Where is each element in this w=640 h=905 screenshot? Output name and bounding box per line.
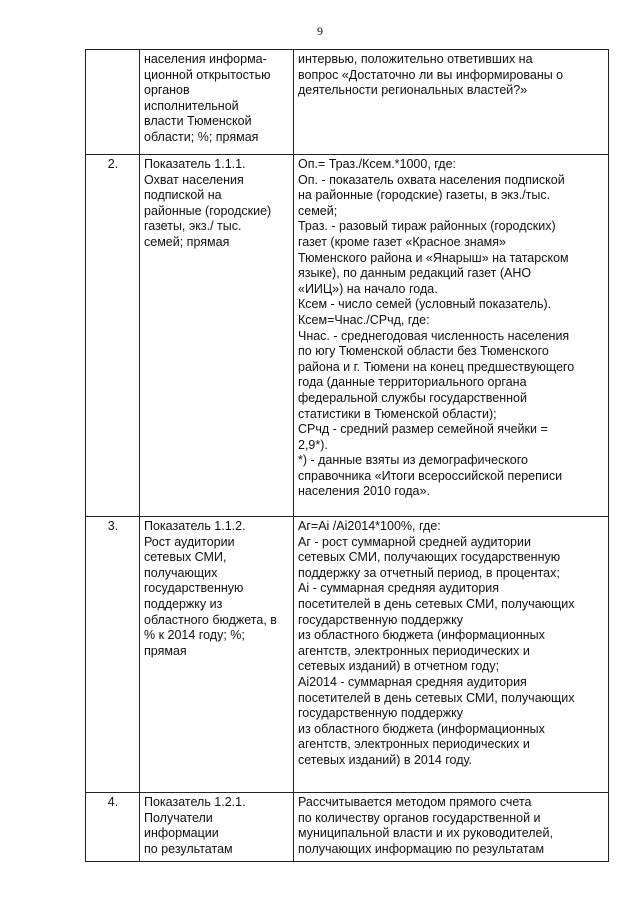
table-row	[86, 155, 609, 517]
page-number: 9	[317, 24, 323, 38]
indicator-name: Показатель 1.2.1. Получатели информации по результатам	[140, 793, 294, 862]
row-number: 2.	[86, 155, 140, 517]
table-row	[86, 517, 609, 793]
indicator-method: Рассчитывается методом прямого счета по количеству органов государственной и муниципальной власти и их руководителей, получающих информацию по результатам	[294, 793, 609, 862]
indicator-method: интервью, положительно ответивших на вопрос «Достаточно ли вы информированы о деятельности региональных властей?»	[294, 50, 609, 155]
indicator-method: Оп.= Траз./Ксем.*1000, где: Оп. - показатель охвата населения подпиской на районные (городские) газеты, в экз./тыс. семей; Траз. - разовый тираж районных (городских) газет (кроме газет «Красное знамя» Тюменского района и «Янарыш» на татарском языке), по данным редакций газет (АНО «ИИЦ») на начало года. Ксем - число семей (условный показатель). Ксем=Чнас./СРчд, где: Чнас. - среднегодовая численность населения по югу Тюменской области без Тюменского района и г. Тюмени на конец предшествующего года (данные территориального органа федеральной службы государственной статистики в Тюменской области); СРчд - средний размер семейной ячейки = 2,9*). *) - данные взяты из демографического справочника «Итоги всероссийской переписи населения 2010 года».	[294, 155, 609, 517]
row-number	[86, 50, 140, 155]
indicator-name: Показатель 1.1.1. Охват населения подпиской на районные (городские) газеты, экз./ тыс. семей; прямая	[140, 155, 294, 517]
indicator-method: Аг=Аi /Ai2014*100%, где: Аг - рост суммарной средней аудитории сетевых СМИ, получающих государственную поддержку за отчетный период, в процентах; Аi - суммарная средняя аудитория посетителей в день сетевых СМИ, получающих государственную поддержку из областного бюджета (информационных агентств, электронных периодических и сетевых изданий) в отчетном году; Аi2014 - суммарная средняя аудитория посетителей в день сетевых СМИ, получающих государственную поддержку из областного бюджета (информационных агентств, электронных периодических и сетевых изданий) в 2014 году.	[294, 517, 609, 793]
indicator-name: Показатель 1.1.2. Рост аудитории сетевых СМИ, получающих государственную поддержку из областного бюджета, в % к 2014 году; %; прямая	[140, 517, 294, 793]
row-number: 3.	[86, 517, 140, 793]
table-row	[86, 793, 609, 862]
indicator-table	[85, 49, 609, 862]
indicator-name: населения информа- ционной открытостью органов исполнительной власти Тюменской области; %; прямая	[140, 50, 294, 155]
row-number: 4.	[86, 793, 140, 862]
table-row	[86, 50, 609, 155]
